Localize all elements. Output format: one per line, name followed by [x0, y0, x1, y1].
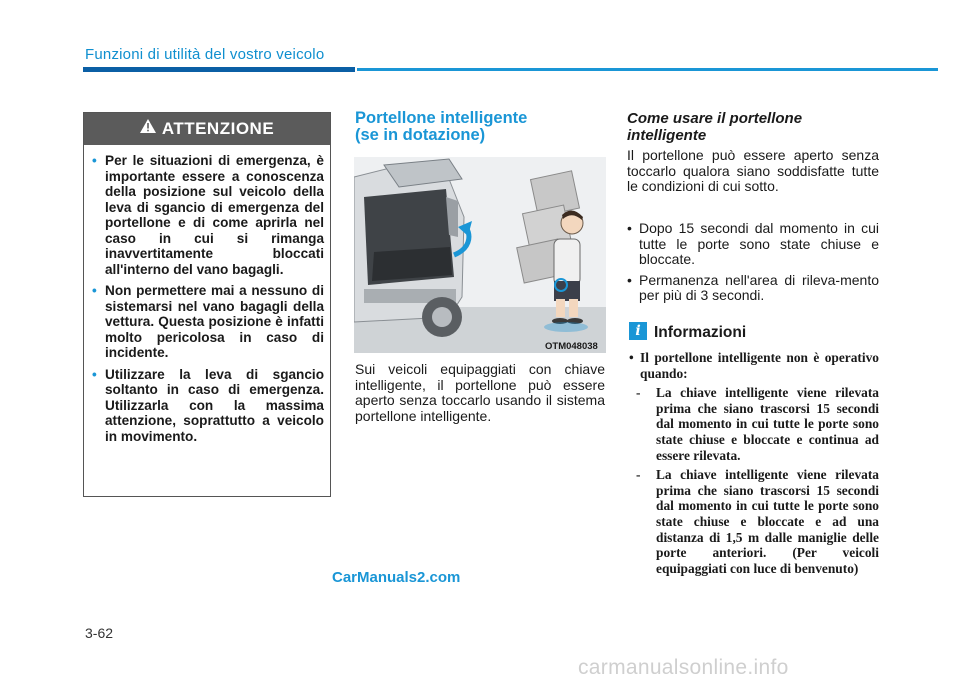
warning-item: • Utilizzare la leva di sgancio soltanto in caso di emergenza. Utilizzarla con la massima attenzione, soprattutto a veicolo in movimento.	[92, 366, 324, 444]
list-item: • Permanenza nell'area di rileva-mento per più di 3 secondi.	[627, 271, 879, 303]
info-icon: i	[629, 322, 647, 340]
conditions-list	[627, 221, 879, 309]
header-rule-dark	[83, 67, 355, 72]
bullet-icon: •	[92, 153, 97, 168]
bullet-icon: •	[92, 366, 97, 382]
warning-triangle-icon	[140, 112, 156, 144]
warning-list	[92, 153, 324, 450]
info-text	[629, 350, 879, 576]
smart-tailgate-title: Portellone intelligente (se in dotazione)	[355, 109, 528, 144]
info-item: - La chiave intelligente viene rilevata prima che siano trascorsi 15 secondi dal momento in cui tutte le porte sono state chiuse e bloccate e ad una distanza di 1,5 m dalle maniglie delle porte anteriori. (Per veicoli equipaggiati con luce di benvenuto)	[636, 467, 879, 576]
bullet-icon: •	[629, 350, 634, 365]
site-watermark: carmanualsonline.info	[578, 656, 789, 679]
smart-tailgate-illustration	[354, 157, 606, 353]
bullet-icon: •	[92, 283, 97, 298]
section-title: Funzioni di utilità del vostro veicolo	[85, 46, 325, 63]
how-to-use-title: Come usare il portellone intelligente	[627, 110, 803, 144]
smart-tailgate-body: Sui veicoli equipaggiati con chiave intelligente, il portellone può essere aperto senza toccarlo usando il sistema portellone intelligente.	[355, 361, 605, 424]
warning-item: • Non permettere mai a nessuno di sistemarsi nel vano bagagli della vettura. Questa posizione è infatti molto pericolosa in caso di incidente.	[92, 283, 324, 360]
bullet-icon: •	[627, 220, 632, 236]
image-code: OTM048038	[545, 341, 598, 352]
info-item: - La chiave intelligente viene rilevata prima che siano trascorsi 15 secondi dal momento in cui tutte le porte sono state chiuse e bloccate e continua ad essere rilevata.	[636, 385, 879, 463]
watermark-link[interactable]: CarManuals2.com	[332, 569, 461, 586]
warning-item: • Per le situazioni di emergenza, è importante essere a conoscenza della posizione sul veicolo della leva di sgancio di emergenza del portellone e di come aprirla nel caso in cui si rimanga inavvertitamente bloccati all'interno del vano bagagli.	[92, 153, 324, 277]
page-number: 3-62	[85, 625, 114, 641]
header-rule-light	[357, 68, 938, 71]
bullet-icon: •	[627, 271, 632, 288]
warning-header	[84, 113, 330, 145]
list-item: • Dopo 15 secondi dal momento in cui tutte le porte sono state chiuse e bloccate.	[627, 220, 879, 267]
info-lead: • Il portellone intelligente non è operativo quando:	[629, 350, 879, 381]
info-title: Informazioni	[654, 324, 747, 341]
how-to-use-intro: Il portellone può essere aperto senza toccarlo qualora siano soddisfatte tutte le condizioni di cui sotto.	[627, 147, 879, 194]
warning-title: ATTENZIONE	[161, 119, 275, 138]
